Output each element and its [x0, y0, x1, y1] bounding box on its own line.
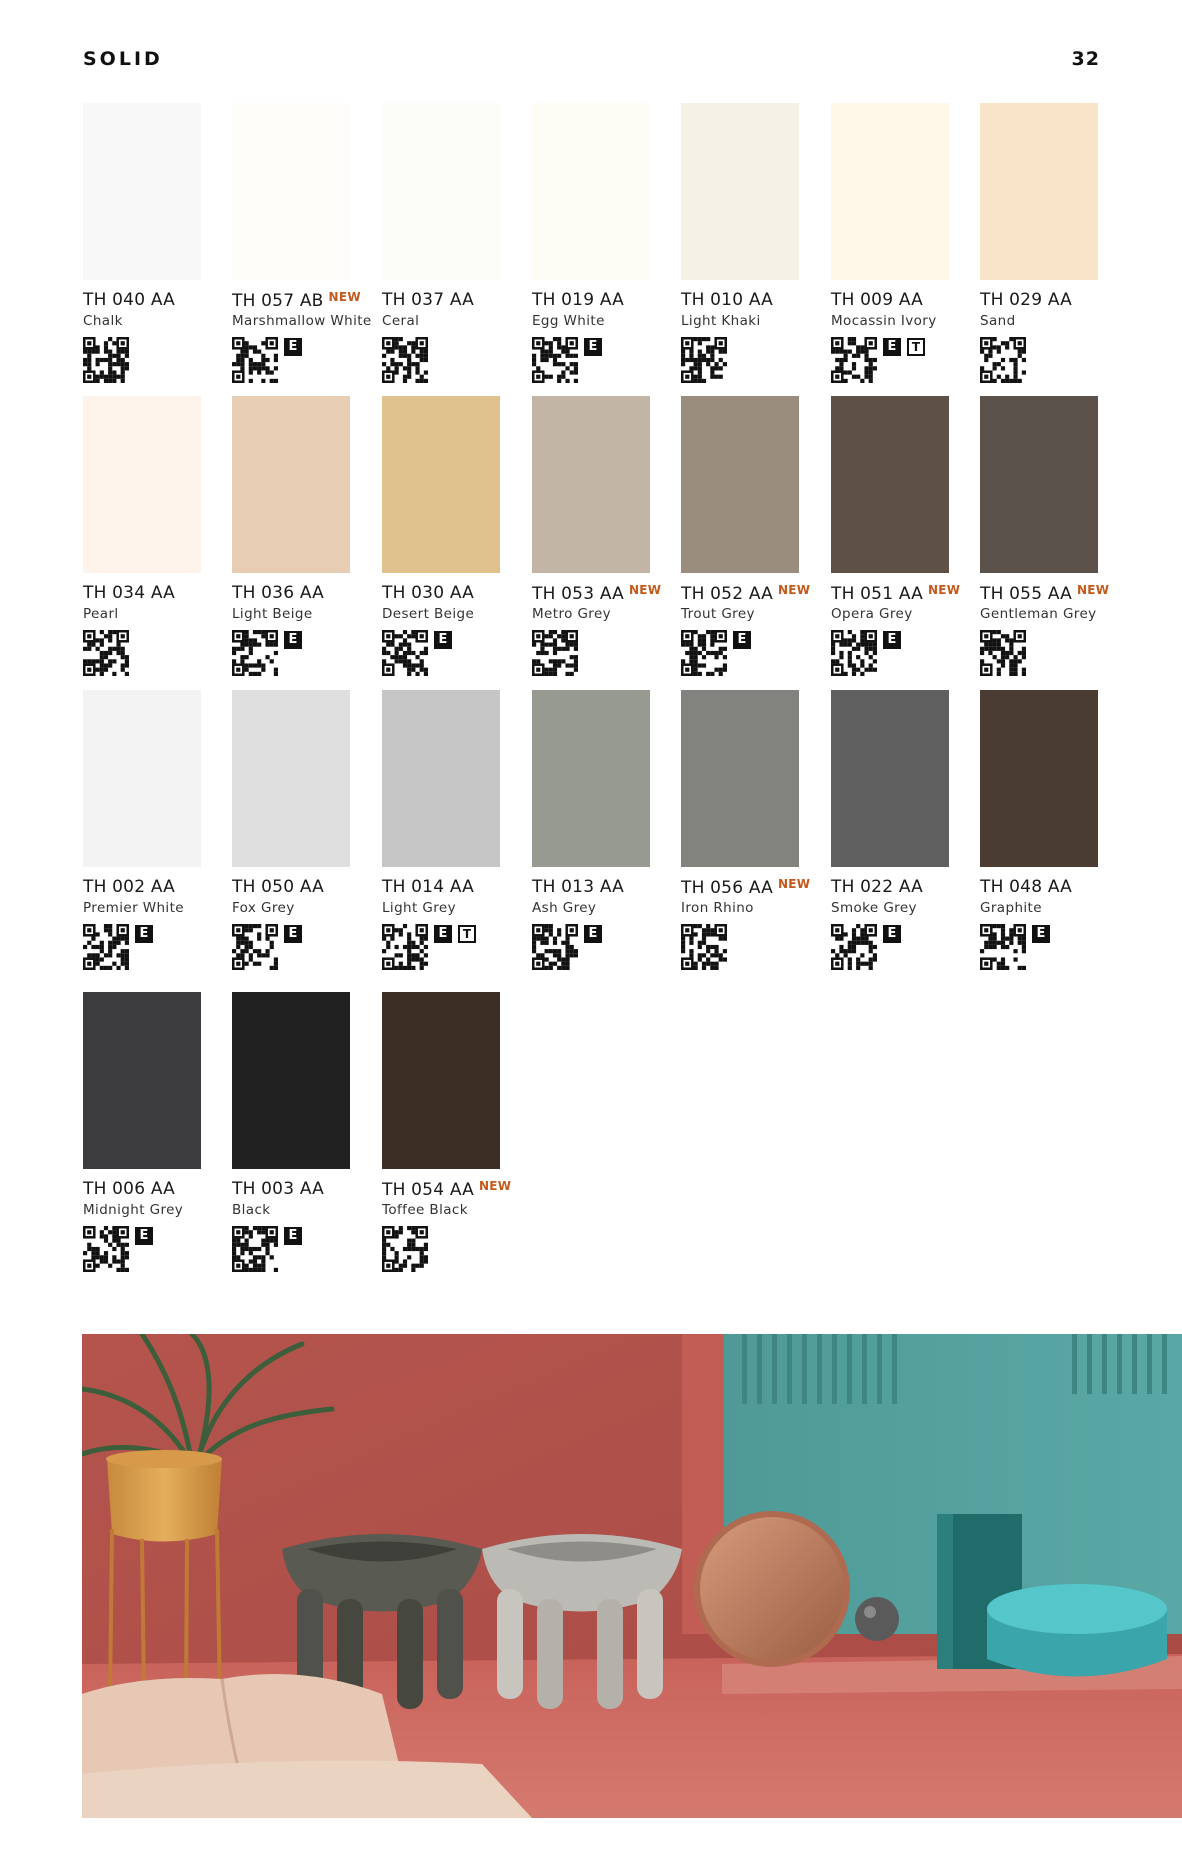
- color-swatch-tile: [83, 103, 223, 383]
- color-swatch: [831, 396, 949, 573]
- qr-code-icon[interactable]: [532, 630, 578, 676]
- swatch-code: TH 006 AA: [83, 1179, 175, 1199]
- color-swatch-tile: [382, 690, 522, 970]
- swatch-code-row: [831, 290, 971, 312]
- swatch-code: TH 036 AA: [232, 583, 324, 603]
- color-swatch-tile: [831, 396, 971, 676]
- color-swatch: [532, 396, 650, 573]
- color-swatch-tile: [232, 992, 372, 1272]
- swatch-code-row: [83, 877, 223, 899]
- swatch-icons: [382, 630, 522, 676]
- qr-code-icon[interactable]: [980, 337, 1026, 383]
- swatch-icons: [532, 924, 672, 970]
- swatch-name: Chalk: [83, 313, 123, 329]
- e-badge-icon: E: [883, 925, 901, 943]
- qr-code-icon[interactable]: [681, 924, 727, 970]
- t-badge-icon: T: [907, 338, 925, 356]
- swatch-icons: [532, 337, 672, 383]
- swatch-icons: [681, 630, 821, 676]
- swatch-name: Midnight Grey: [83, 1202, 184, 1218]
- swatch-code: TH 002 AA: [83, 877, 175, 897]
- qr-code-icon[interactable]: [232, 924, 278, 970]
- swatch-name: Premier White: [83, 900, 184, 916]
- color-swatch-tile: [83, 992, 223, 1272]
- color-swatch-tile: [532, 396, 672, 676]
- swatch-code: TH 056 AA: [681, 878, 773, 898]
- swatch-code: TH 013 AA: [532, 877, 624, 897]
- color-swatch: [831, 690, 949, 867]
- e-badge-icon: E: [284, 1227, 302, 1245]
- swatch-code: TH 057 AB: [232, 291, 324, 311]
- color-swatch: [232, 103, 350, 280]
- new-badge: NEW: [478, 1179, 512, 1193]
- swatch-code-row: [532, 583, 672, 605]
- swatch-code: TH 040 AA: [83, 290, 175, 310]
- swatch-code-row: [382, 1179, 522, 1201]
- swatch-code-row: [232, 290, 372, 312]
- swatch-name: Marshmallow White: [232, 313, 372, 329]
- swatch-code: TH 034 AA: [83, 583, 175, 603]
- swatch-name: Iron Rhino: [681, 900, 754, 916]
- swatch-name: Toffee Black: [382, 1202, 468, 1218]
- swatch-name: Fox Grey: [232, 900, 295, 916]
- swatch-icons: [232, 337, 372, 383]
- swatch-name: Desert Beige: [382, 606, 475, 622]
- qr-code-icon[interactable]: [681, 337, 727, 383]
- new-badge: NEW: [1076, 583, 1110, 597]
- swatch-code: TH 050 AA: [232, 877, 324, 897]
- color-swatch-tile: [83, 690, 223, 970]
- color-swatch-tile: [382, 396, 522, 676]
- swatch-icons: [83, 337, 223, 383]
- swatch-code-row: [681, 290, 821, 312]
- swatch-icons: [681, 337, 821, 383]
- color-swatch: [980, 103, 1098, 280]
- qr-code-icon[interactable]: [83, 630, 129, 676]
- color-swatch: [980, 690, 1098, 867]
- e-badge-icon: E: [434, 631, 452, 649]
- color-swatch-tile: [980, 103, 1120, 383]
- new-badge: NEW: [777, 877, 811, 891]
- e-badge-icon: E: [284, 631, 302, 649]
- color-swatch: [382, 103, 500, 280]
- color-swatch-tile: [681, 690, 821, 970]
- color-swatch-tile: [681, 396, 821, 676]
- swatch-code: TH 014 AA: [382, 877, 474, 897]
- swatch-code-row: [681, 877, 821, 899]
- qr-code-icon[interactable]: [83, 924, 129, 970]
- swatch-name: Ash Grey: [532, 900, 597, 916]
- swatch-code-row: [83, 290, 223, 312]
- color-swatch: [681, 103, 799, 280]
- color-swatch-tile: [232, 396, 372, 676]
- color-swatch-tile: [532, 690, 672, 970]
- swatch-name: Gentleman Grey: [980, 606, 1097, 622]
- color-swatch-tile: [831, 103, 971, 383]
- new-badge: NEW: [328, 290, 361, 304]
- e-badge-icon: E: [733, 631, 751, 649]
- qr-code-icon[interactable]: [980, 924, 1026, 970]
- swatch-code-row: [681, 583, 821, 605]
- swatch-name: Mocassin Ivory: [831, 313, 937, 329]
- swatch-code: TH 030 AA: [382, 583, 474, 603]
- qr-code-icon[interactable]: [532, 924, 578, 970]
- color-swatch-tile: [382, 103, 522, 383]
- color-swatch: [382, 690, 500, 867]
- color-swatch: [83, 103, 201, 280]
- swatch-code-row: [232, 1179, 372, 1201]
- qr-code-icon[interactable]: [382, 1226, 428, 1272]
- e-badge-icon: E: [584, 925, 602, 943]
- swatch-code: TH 010 AA: [681, 290, 773, 310]
- swatch-name: Black: [232, 1202, 271, 1218]
- swatch-name: Trout Grey: [681, 606, 755, 622]
- qr-code-icon[interactable]: [382, 924, 428, 970]
- e-badge-icon: E: [284, 925, 302, 943]
- swatch-icons: [232, 1226, 372, 1272]
- color-swatch-tile: [232, 690, 372, 970]
- swatch-code-row: [83, 583, 223, 605]
- color-swatch-tile: [382, 992, 522, 1272]
- swatch-code-row: [83, 1179, 223, 1201]
- swatch-icons: [980, 924, 1120, 970]
- color-swatch-tile: [232, 103, 372, 383]
- color-swatch: [681, 396, 799, 573]
- swatch-code: TH 009 AA: [831, 290, 923, 310]
- swatch-icons: [681, 924, 821, 970]
- swatch-icons: [83, 630, 223, 676]
- qr-code-icon[interactable]: [382, 337, 428, 383]
- qr-code-icon[interactable]: [232, 630, 278, 676]
- color-swatch-tile: [83, 396, 223, 676]
- swatch-code-row: [382, 877, 522, 899]
- qr-code-icon[interactable]: [831, 337, 877, 383]
- swatch-code-row: [831, 877, 971, 899]
- e-badge-icon: E: [135, 925, 153, 943]
- page-number: 32: [1071, 48, 1100, 70]
- swatch-name: Graphite: [980, 900, 1042, 916]
- qr-code-icon[interactable]: [980, 630, 1026, 676]
- color-swatch: [980, 396, 1098, 573]
- swatch-name: Smoke Grey: [831, 900, 917, 916]
- swatch-code-row: [980, 583, 1120, 605]
- e-badge-icon: E: [883, 338, 901, 356]
- swatch-icons: [382, 337, 522, 383]
- qr-code-icon[interactable]: [831, 924, 877, 970]
- swatch-code-row: [382, 290, 522, 312]
- swatch-name: Pearl: [83, 606, 119, 622]
- swatch-icons: [232, 924, 372, 970]
- swatch-name: Light Beige: [232, 606, 313, 622]
- swatch-icons: [83, 924, 223, 970]
- swatch-code-row: [532, 877, 672, 899]
- swatch-name: Ceral: [382, 313, 420, 329]
- new-badge: NEW: [927, 583, 961, 597]
- color-swatch-tile: [831, 690, 971, 970]
- swatch-name: Light Khaki: [681, 313, 761, 329]
- swatch-code: TH 037 AA: [382, 290, 474, 310]
- swatch-code: TH 022 AA: [831, 877, 923, 897]
- color-swatch: [83, 396, 201, 573]
- swatch-icons: [532, 630, 672, 676]
- qr-code-icon[interactable]: [382, 630, 428, 676]
- qr-code-icon[interactable]: [83, 1226, 129, 1272]
- e-badge-icon: E: [1032, 925, 1050, 943]
- section-title: SOLID: [83, 48, 163, 70]
- swatch-name: Light Grey: [382, 900, 456, 916]
- swatch-icons: [83, 1226, 223, 1272]
- qr-code-icon[interactable]: [232, 337, 278, 383]
- swatch-code: TH 029 AA: [980, 290, 1072, 310]
- color-swatch: [232, 690, 350, 867]
- color-swatch: [532, 103, 650, 280]
- new-badge: NEW: [628, 583, 662, 597]
- e-badge-icon: E: [584, 338, 602, 356]
- swatch-code: TH 019 AA: [532, 290, 624, 310]
- color-swatch: [382, 992, 500, 1169]
- color-swatch-tile: [980, 690, 1120, 970]
- swatch-code: TH 048 AA: [980, 877, 1072, 897]
- color-swatch: [532, 690, 650, 867]
- color-swatch: [232, 396, 350, 573]
- e-badge-icon: E: [434, 925, 452, 943]
- swatch-code-row: [980, 290, 1120, 312]
- color-swatch-tile: [980, 396, 1120, 676]
- swatch-icons: [980, 630, 1120, 676]
- color-swatch-tile: [532, 103, 672, 383]
- swatch-icons: [831, 337, 971, 383]
- new-badge: NEW: [777, 583, 811, 597]
- swatch-icons: [831, 630, 971, 676]
- qr-code-icon[interactable]: [532, 337, 578, 383]
- swatch-code: TH 051 AA: [831, 584, 923, 604]
- color-swatch: [681, 690, 799, 867]
- swatch-name: Sand: [980, 313, 1016, 329]
- swatch-code: TH 054 AA: [382, 1180, 474, 1200]
- swatch-name: Opera Grey: [831, 606, 913, 622]
- qr-code-icon[interactable]: [83, 337, 129, 383]
- color-swatch: [382, 396, 500, 573]
- swatch-icons: [382, 1226, 522, 1272]
- color-swatch: [83, 690, 201, 867]
- swatch-icons: [980, 337, 1120, 383]
- swatch-code-row: [232, 877, 372, 899]
- color-swatch: [831, 103, 949, 280]
- qr-code-icon[interactable]: [232, 1226, 278, 1272]
- swatch-icons: [382, 924, 522, 970]
- e-badge-icon: E: [135, 1227, 153, 1245]
- swatch-code: TH 053 AA: [532, 584, 624, 604]
- color-swatch-tile: [681, 103, 821, 383]
- qr-code-icon[interactable]: [831, 630, 877, 676]
- swatch-code-row: [980, 877, 1120, 899]
- swatch-code: TH 052 AA: [681, 584, 773, 604]
- swatch-code-row: [232, 583, 372, 605]
- swatch-icons: [232, 630, 372, 676]
- swatch-code-row: [382, 583, 522, 605]
- color-swatch: [232, 992, 350, 1169]
- color-swatch: [83, 992, 201, 1169]
- e-badge-icon: E: [284, 338, 302, 356]
- qr-code-icon[interactable]: [681, 630, 727, 676]
- swatch-code: TH 055 AA: [980, 584, 1072, 604]
- swatch-code-row: [831, 583, 971, 605]
- e-badge-icon: E: [883, 631, 901, 649]
- swatch-code-row: [532, 290, 672, 312]
- swatch-code: TH 003 AA: [232, 1179, 324, 1199]
- interior-photo: [82, 1334, 1182, 1818]
- t-badge-icon: T: [458, 925, 476, 943]
- swatch-name: Metro Grey: [532, 606, 612, 622]
- swatch-icons: [831, 924, 971, 970]
- swatch-name: Egg White: [532, 313, 605, 329]
